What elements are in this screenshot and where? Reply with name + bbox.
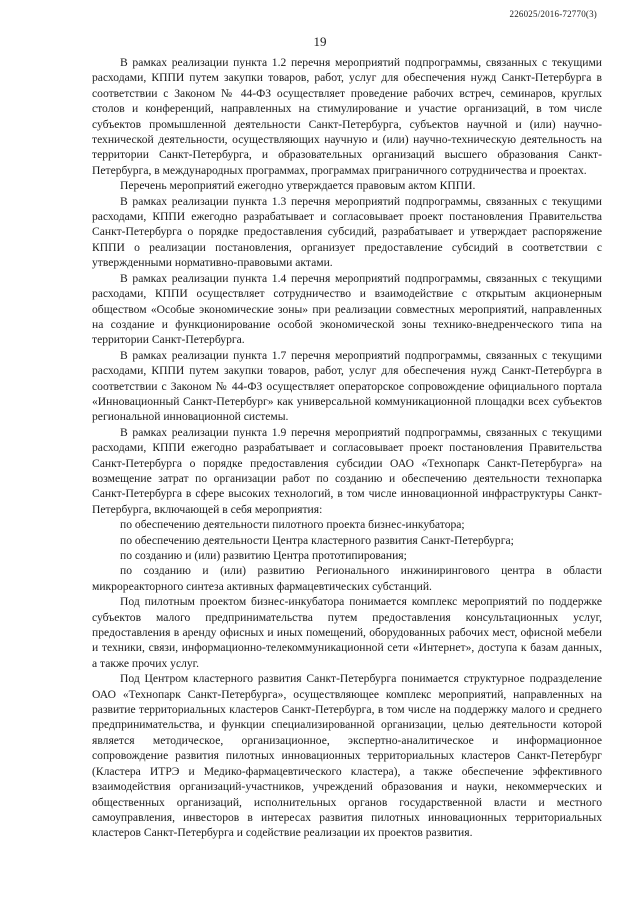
list-item: по созданию и (или) развитию Центра прототипирования; [120,549,407,562]
page-number: 19 [313,34,327,49]
paragraph: Под Центром кластерного развития Санкт-Петербурга понимается структурное подразделение ОАО «Технопарк Санкт-Петербурга», осуществляющее комплекс мероприятий, направленных на развитие территориальных кластеров Санкт-Петербурга, в том числе на поддержку малого и среднего предпринимательства, и функции специализированной организации, целью деятельности которой является методическое, организационное, экспертно-аналитическое и информационное сопровождение развития пилотных инновационных территориальных кластеров Санкт-Петербург (Кластера ИТРЭ и Медико-фармацевтического кластера), а также обеспечение эффективного взаимодействия организаций-участников, учреждений образования и науки, некоммерческих и общественных организаций, исполнительных органов государственной власти и местного самоуправления, инвесторов в интересах развития пилотных инновационных территориальных кластеров Санкт-Петербурга и содействие реализации их проектов развития. [92,672,602,840]
paragraph: Под пилотным проектом бизнес-инкубатора понимается комплекс мероприятий по поддержке субъектов малого предпринимательства путем предоставления консультационных услуг, предоставления в аренду офисных и иных помещений, оборудованных рабочих мест, офисной мебели и техники, связи, информационно-телекоммуникационной сети «Интернет», доступа к базам данных, а также прочих услуг. [92,595,602,670]
paragraph: В рамках реализации пункта 1.7 перечня мероприятий подпрограммы, связанных с текущими расходами, КППИ путем закупки товаров, работ, услуг для обеспечения нужд Санкт-Петербурга в соответствии с Законом № 44-ФЗ осуществляет операторское сопровождение официального портала «Инновационный Санкт-Петербург» как универсальной коммуникационной площадки всех субъектов региональной инновационной системы. [92,348,602,424]
paragraph: В рамках реализации пункта 1.4 перечня мероприятий подпрограммы, связанных с текущими расходами, КППИ осуществляет сотрудничество и взаимодействие с открытым акционерным обществом «Особые экономические зоны» при реализации совместных мероприятий, направленных на создание и функционирование особой экономической зоны технико-внедренческого типа на территории Санкт-Петербурга. [92,271,602,347]
list-item: по созданию и (или) развитию Регионального инжинирингового центра в области микрореакторного синтеза активных фармацевтических субстанций. [92,564,602,593]
paragraph: Перечень мероприятий ежегодно утверждается правовым актом КППИ. [120,179,476,193]
document-number: 226025/2016-72770(3) [509,9,597,19]
list-item: по обеспечению деятельности Центра кластерного развития Санкт-Петербурга; [120,533,514,547]
paragraph: В рамках реализации пункта 1.9 перечня мероприятий подпрограммы, связанных с текущими расходами, КППИ ежегодно разрабатывает и согласовывает проект постановления Правительства Санкт-Петербурга о порядке предоставления субсидии ОАО «Технопарк Санкт-Петербурга» на возмещение затрат по организации работ по созданию и обеспечению деятельности технопарка Санкт-Петербурга в сфере высоких технологий, в том числе инновационной инфраструктуры Санкт-Петербурга, включающей в себя мероприятия: [92,425,602,516]
paragraph: В рамках реализации пункта 1.3 перечня мероприятий подпрограммы, связанных с текущими расходами, КППИ ежегодно разрабатывает и согласовывает проект постановления Правительства Санкт-Петербурга о порядке предоставления субсидий, разрабатывает и утверждает распоряжение КППИ о реализации постановления, организует предоставление субсидий в соответствии с утвержденными нормативно-правовыми актами. [92,194,602,270]
document-body [92,55,602,841]
list-item: по обеспечению деятельности пилотного проекта бизнес-инкубатора; [120,518,465,532]
paragraph: В рамках реализации пункта 1.2 перечня мероприятий подпрограммы, связанных с текущими расходами, КППИ путем закупки товаров, работ, услуг для обеспечения нужд Санкт-Петербурга в соответствии с Законом № 44-ФЗ осуществляет проведение рабочих встреч, семинаров, круглых столов и конференций, направленных на стимулирование и участие организаций, в том числе субъектов промышленной деятельности Санкт-Петербурга, субъектов научной и (или) научно-технической деятельности, осуществляющих научную и (или) научно-техническую деятельность на территории Санкт-Петербурга, и образовательных организаций высшего образования Санкт-Петербурга, в международных программах, программах приграничного сотрудничества и проектах. [92,56,602,177]
